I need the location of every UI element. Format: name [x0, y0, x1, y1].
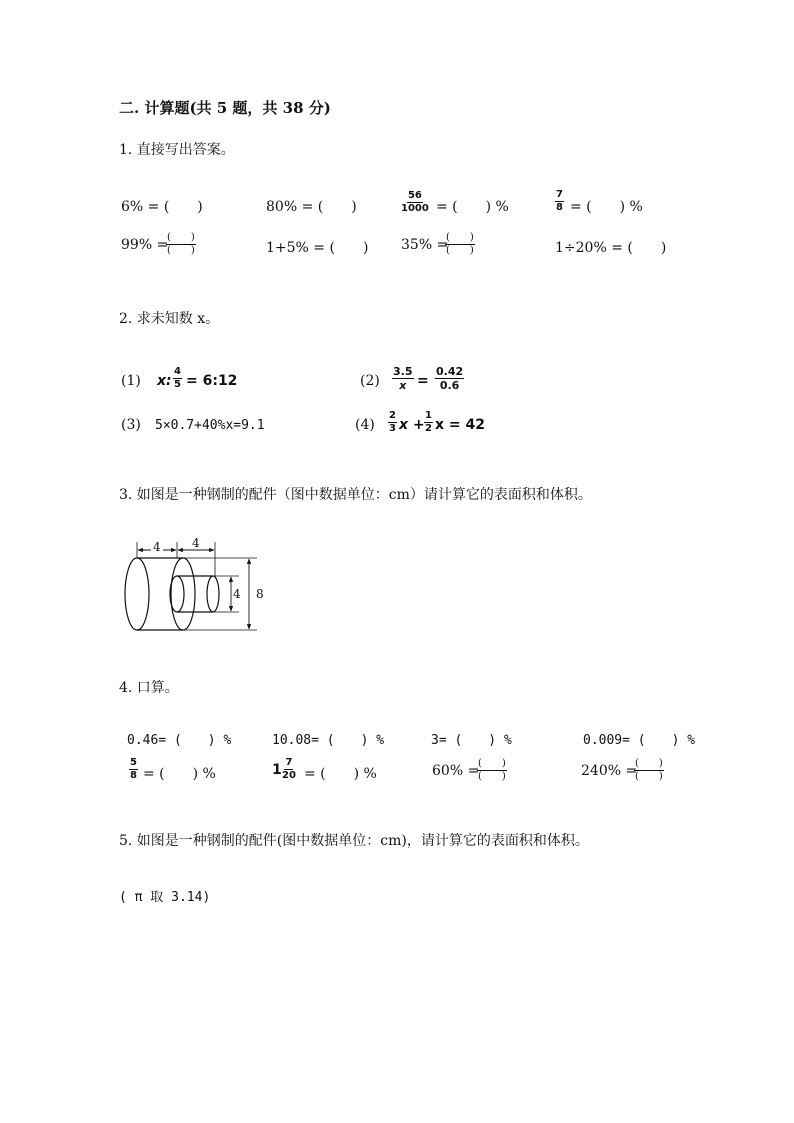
q1-r1-fraction-7-8 [555, 190, 564, 213]
denominator: 8 [556, 202, 563, 213]
q4-r1-item4: 0.009= ( ) % [583, 733, 696, 748]
denominator: 0.6 [439, 379, 460, 392]
q2-item4-fraction-1 [388, 411, 397, 434]
numerator: ( ) [478, 758, 506, 769]
q4-r2-whole-number: 1 [272, 762, 282, 778]
q1-r2-item1: 99% = [121, 237, 169, 253]
q4-r2-blank-fraction-2 [634, 759, 664, 782]
numerator: 56 [407, 190, 422, 201]
dim-label-small-diameter: 4 [233, 587, 241, 601]
numerator: ( ) [167, 232, 195, 243]
q2-item3-equation: 5×0.7+40%x=9.1 [155, 418, 265, 433]
q4-r2-item3: 60% = [432, 763, 480, 779]
q1-r1-fraction-56-1000 [401, 191, 429, 214]
denominator: ( ) [635, 771, 663, 782]
large-cylinder-left-face [125, 558, 149, 630]
numerator: 5 [130, 757, 137, 768]
q1-r1-item2: 80% = ( ) [266, 199, 357, 215]
denominator: ( ) [446, 245, 474, 256]
q4-r2-item1: = ( ) % [143, 766, 216, 782]
q4-r2-item2: = ( ) % [304, 766, 377, 782]
q5-pi-note: ( π 取 3.14) [119, 890, 211, 905]
q2-item3-label: (3) [121, 417, 141, 433]
small-cylinder-right-face [207, 576, 219, 612]
numerator: 0.42 [436, 365, 464, 378]
q1-r2-blank-fraction-1 [166, 233, 196, 256]
q1-r1-item1: 6% = ( ) [121, 199, 203, 215]
dim-label-small-length: 4 [192, 536, 200, 550]
q2-item1-rest: = 6:12 [186, 373, 238, 389]
steel-part-diagram [115, 532, 285, 638]
q2-item4-middle: x + [399, 417, 425, 433]
q1-r2-blank-fraction-2 [445, 233, 475, 256]
denominator: 1000 [401, 203, 429, 214]
q1-r2-item4: 1÷20% = ( ) [555, 240, 667, 256]
denominator: ( ) [478, 771, 506, 782]
q2-item2-fraction-left [392, 366, 414, 391]
numerator: 1 [425, 410, 432, 421]
q1-r1-item4: = ( ) % [570, 199, 643, 215]
denominator: ( ) [167, 245, 195, 256]
denominator: 2 [425, 423, 432, 434]
q2-item4-fraction-2 [424, 411, 433, 434]
q2-item1-label: (1) [121, 373, 141, 389]
numerator: ( ) [635, 758, 663, 769]
q2-item1-prefix: x: [157, 373, 172, 389]
q4-r2-fraction-5-8 [129, 758, 138, 781]
q2-item2-equals: = [417, 373, 429, 389]
numerator: 7 [556, 189, 563, 200]
q4-r1-item3: 3= ( ) % [431, 733, 512, 748]
numerator: 3.5 [393, 365, 413, 378]
q2-item4-rest: x = 42 [435, 417, 485, 433]
q4-r2-fraction-7-20 [282, 758, 296, 781]
small-cylinder-left-face [170, 576, 184, 612]
denominator: 3 [389, 423, 396, 434]
q4-r2-blank-fraction-1 [477, 759, 507, 782]
numerator: 4 [174, 366, 181, 377]
dim-label-large-diameter: 8 [256, 587, 264, 601]
q1-r2-item2: 1+5% = ( ) [266, 240, 369, 256]
q5-title: 5. 如图是一种钢制的配件(图中数据单位：cm)，请计算它的表面积和体积。 [119, 833, 589, 849]
q2-item4-label: (4) [355, 417, 375, 433]
q4-r1-item2: 10.08= ( ) % [272, 733, 385, 748]
q1-title: 1. 直接写出答案。 [119, 142, 235, 158]
section-title: 二. 计算题(共 5 题，共 38 分) [119, 99, 331, 117]
denominator: 20 [282, 770, 296, 781]
q4-r2-item4: 240% = [581, 763, 638, 779]
q4-title: 4. 口算。 [119, 680, 179, 696]
dim-label-large-length: 4 [153, 540, 161, 554]
q2-item2-label: (2) [360, 373, 380, 389]
large-cylinder-right-face [171, 558, 195, 630]
numerator: ( ) [446, 232, 474, 243]
q4-r1-item1: 0.46= ( ) % [127, 733, 232, 748]
denominator: 5 [174, 379, 181, 390]
q2-item2-fraction-right [435, 366, 464, 391]
denominator: 8 [130, 770, 137, 781]
q2-title: 2. 求未知数 x。 [119, 311, 220, 327]
q3-title: 3. 如图是一种钢制的配件（图中数据单位：cm）请计算它的表面积和体积。 [119, 487, 592, 503]
numerator: 2 [389, 410, 396, 421]
q2-item1-fraction [173, 367, 182, 390]
q1-r1-item3: = ( ) % [436, 199, 509, 215]
denominator: x [399, 379, 407, 392]
numerator: 7 [285, 757, 293, 768]
q1-r2-item3: 35% = [401, 237, 449, 253]
